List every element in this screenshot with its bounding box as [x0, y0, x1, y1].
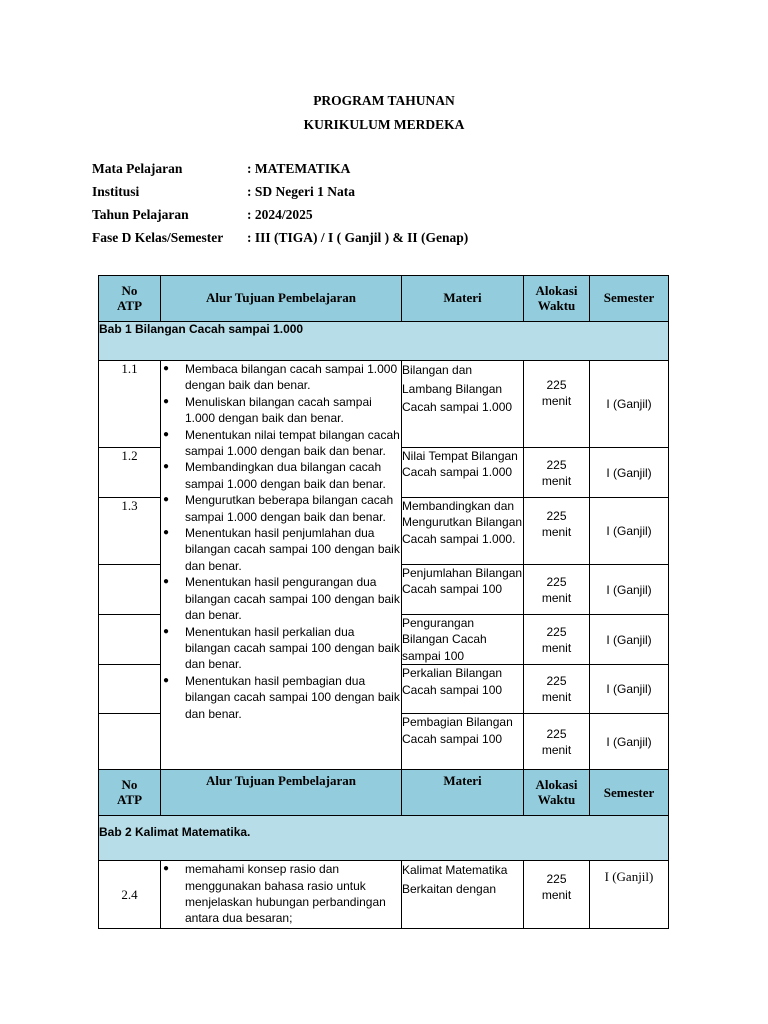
alokasi-cell: 225 menit: [524, 861, 590, 929]
materi-cell: Pengurangan Bilangan Cacah sampai 100: [402, 615, 524, 665]
chapter-row: [99, 322, 669, 361]
table-header-row: [99, 276, 669, 322]
alokasi-cell: 225 menit: [524, 498, 590, 565]
semester-cell: I (Ganjil): [590, 861, 669, 929]
objective-item: ● Mengurutkan beberapa bilangan cacah sampai 1.000 dengan baik dan benar.: [161, 492, 401, 525]
atp-number: [99, 615, 161, 665]
materi-cell: Pembagian Bilangan Cacah sampai 100: [402, 714, 524, 770]
alokasi-cell: 225 menit: [524, 565, 590, 615]
info-value: : SD Negeri 1 Nata: [247, 184, 355, 199]
objective-item: ● Menentukan hasil penjumlahan dua bilangan cacah sampai 100 dengan baik dan benar.: [161, 525, 401, 574]
chapter-title: Bab 2 Kalimat Matematika.: [99, 816, 669, 861]
header-no-atp: No ATP: [99, 770, 161, 816]
materi-cell: Bilangan dan Lambang Bilangan Cacah sampai 1.000: [402, 361, 524, 448]
table-row: [99, 861, 669, 929]
info-value: : III (TIGA) / I ( Ganjil ) & II (Genap): [247, 230, 469, 245]
objective-list: [161, 861, 401, 927]
document-subtitle: KURIKULUM MERDEKA: [303, 117, 465, 132]
atp-number: [99, 665, 161, 714]
objective-list: [161, 361, 401, 722]
objective-item: ● Menentukan nilai tempat bilangan cacah sampai 1.000 dengan baik dan benar.: [161, 427, 401, 460]
atp-number: 1.3: [99, 498, 161, 565]
objective-item: ● Menentukan hasil pengurangan dua bilangan cacah sampai 100 dengan baik dan benar.: [161, 574, 401, 623]
table-header-row: [99, 770, 669, 816]
atp-number: 1.1: [99, 361, 161, 448]
header-tujuan: Alur Tujuan Pembelajaran: [161, 276, 402, 322]
atp-number: [99, 565, 161, 615]
materi-cell: Perkalian Bilangan Cacah sampai 100: [402, 665, 524, 714]
objective-item: ● Menentukan hasil pembagian dua bilangan cacah sampai 100 dengan baik dan benar.: [161, 673, 401, 722]
alokasi-cell: 225 menit: [524, 615, 590, 665]
objective-item: ● memahami konsep rasio dan menggunakan bahasa rasio untuk menjelaskan hubungan perbandingan antara dua besaran;: [161, 861, 401, 927]
semester-cell: I (Ganjil): [590, 714, 669, 770]
info-label: Institusi: [92, 184, 140, 199]
objective-item: ● Menentukan hasil perkalian dua bilangan cacah sampai 100 dengan baik dan benar.: [161, 624, 401, 673]
semester-cell: I (Ganjil): [590, 448, 669, 498]
alokasi-cell: 225 menit: [524, 361, 590, 448]
atp-number: 2.4: [99, 861, 161, 929]
document-title: PROGRAM TAHUNAN: [313, 93, 455, 108]
header-materi: Materi: [402, 276, 524, 322]
header-alokasi: Alokasi Waktu: [524, 276, 590, 322]
alokasi-cell: 225 menit: [524, 714, 590, 770]
semester-cell: I (Ganjil): [590, 615, 669, 665]
chapter-row: [99, 816, 669, 861]
objective-item: ● Membandingkan dua bilangan cacah sampai 1.000 dengan baik dan benar.: [161, 459, 401, 492]
atp-number: 1.2: [99, 448, 161, 498]
header-no-atp: No ATP: [99, 276, 161, 322]
atp-number: [99, 714, 161, 770]
materi-cell: Penjumlahan Bilangan Cacah sampai 100: [402, 565, 524, 615]
learning-objectives: [161, 861, 402, 929]
semester-cell: I (Ganjil): [590, 665, 669, 714]
semester-cell: I (Ganjil): [590, 498, 669, 565]
table-row: [99, 361, 669, 448]
materi-cell: Kalimat Matematika Berkaitan dengan: [402, 861, 524, 929]
info-label: Tahun Pelajaran: [92, 207, 189, 222]
learning-objectives: [161, 361, 402, 770]
info-value: : 2024/2025: [247, 207, 313, 222]
objective-item: ● Membaca bilangan cacah sampai 1.000 dengan baik dan benar.: [161, 361, 401, 394]
header-alokasi: Alokasi Waktu: [524, 770, 590, 816]
materi-cell: Membandingkan dan Mengurutkan Bilangan Cacah sampai 1.000.: [402, 498, 524, 565]
chapter-title: Bab 1 Bilangan Cacah sampai 1.000: [99, 322, 669, 361]
header-semester: Semester: [590, 770, 669, 816]
atp-table: [98, 275, 669, 929]
info-label: Mata Pelajaran: [92, 161, 183, 176]
alokasi-cell: 225 menit: [524, 448, 590, 498]
materi-cell: Nilai Tempat Bilangan Cacah sampai 1.000: [402, 448, 524, 498]
alokasi-cell: 225 menit: [524, 665, 590, 714]
semester-cell: I (Ganjil): [590, 361, 669, 448]
header-materi: Materi: [402, 770, 524, 816]
header-tujuan: Alur Tujuan Pembelajaran: [161, 770, 402, 816]
header-semester: Semester: [590, 276, 669, 322]
info-value: : MATEMATIKA: [247, 161, 351, 176]
objective-item: ● Menuliskan bilangan cacah sampai 1.000 dengan baik dan benar.: [161, 394, 401, 427]
semester-cell: I (Ganjil): [590, 565, 669, 615]
info-label: Fase D Kelas/Semester: [92, 230, 224, 245]
